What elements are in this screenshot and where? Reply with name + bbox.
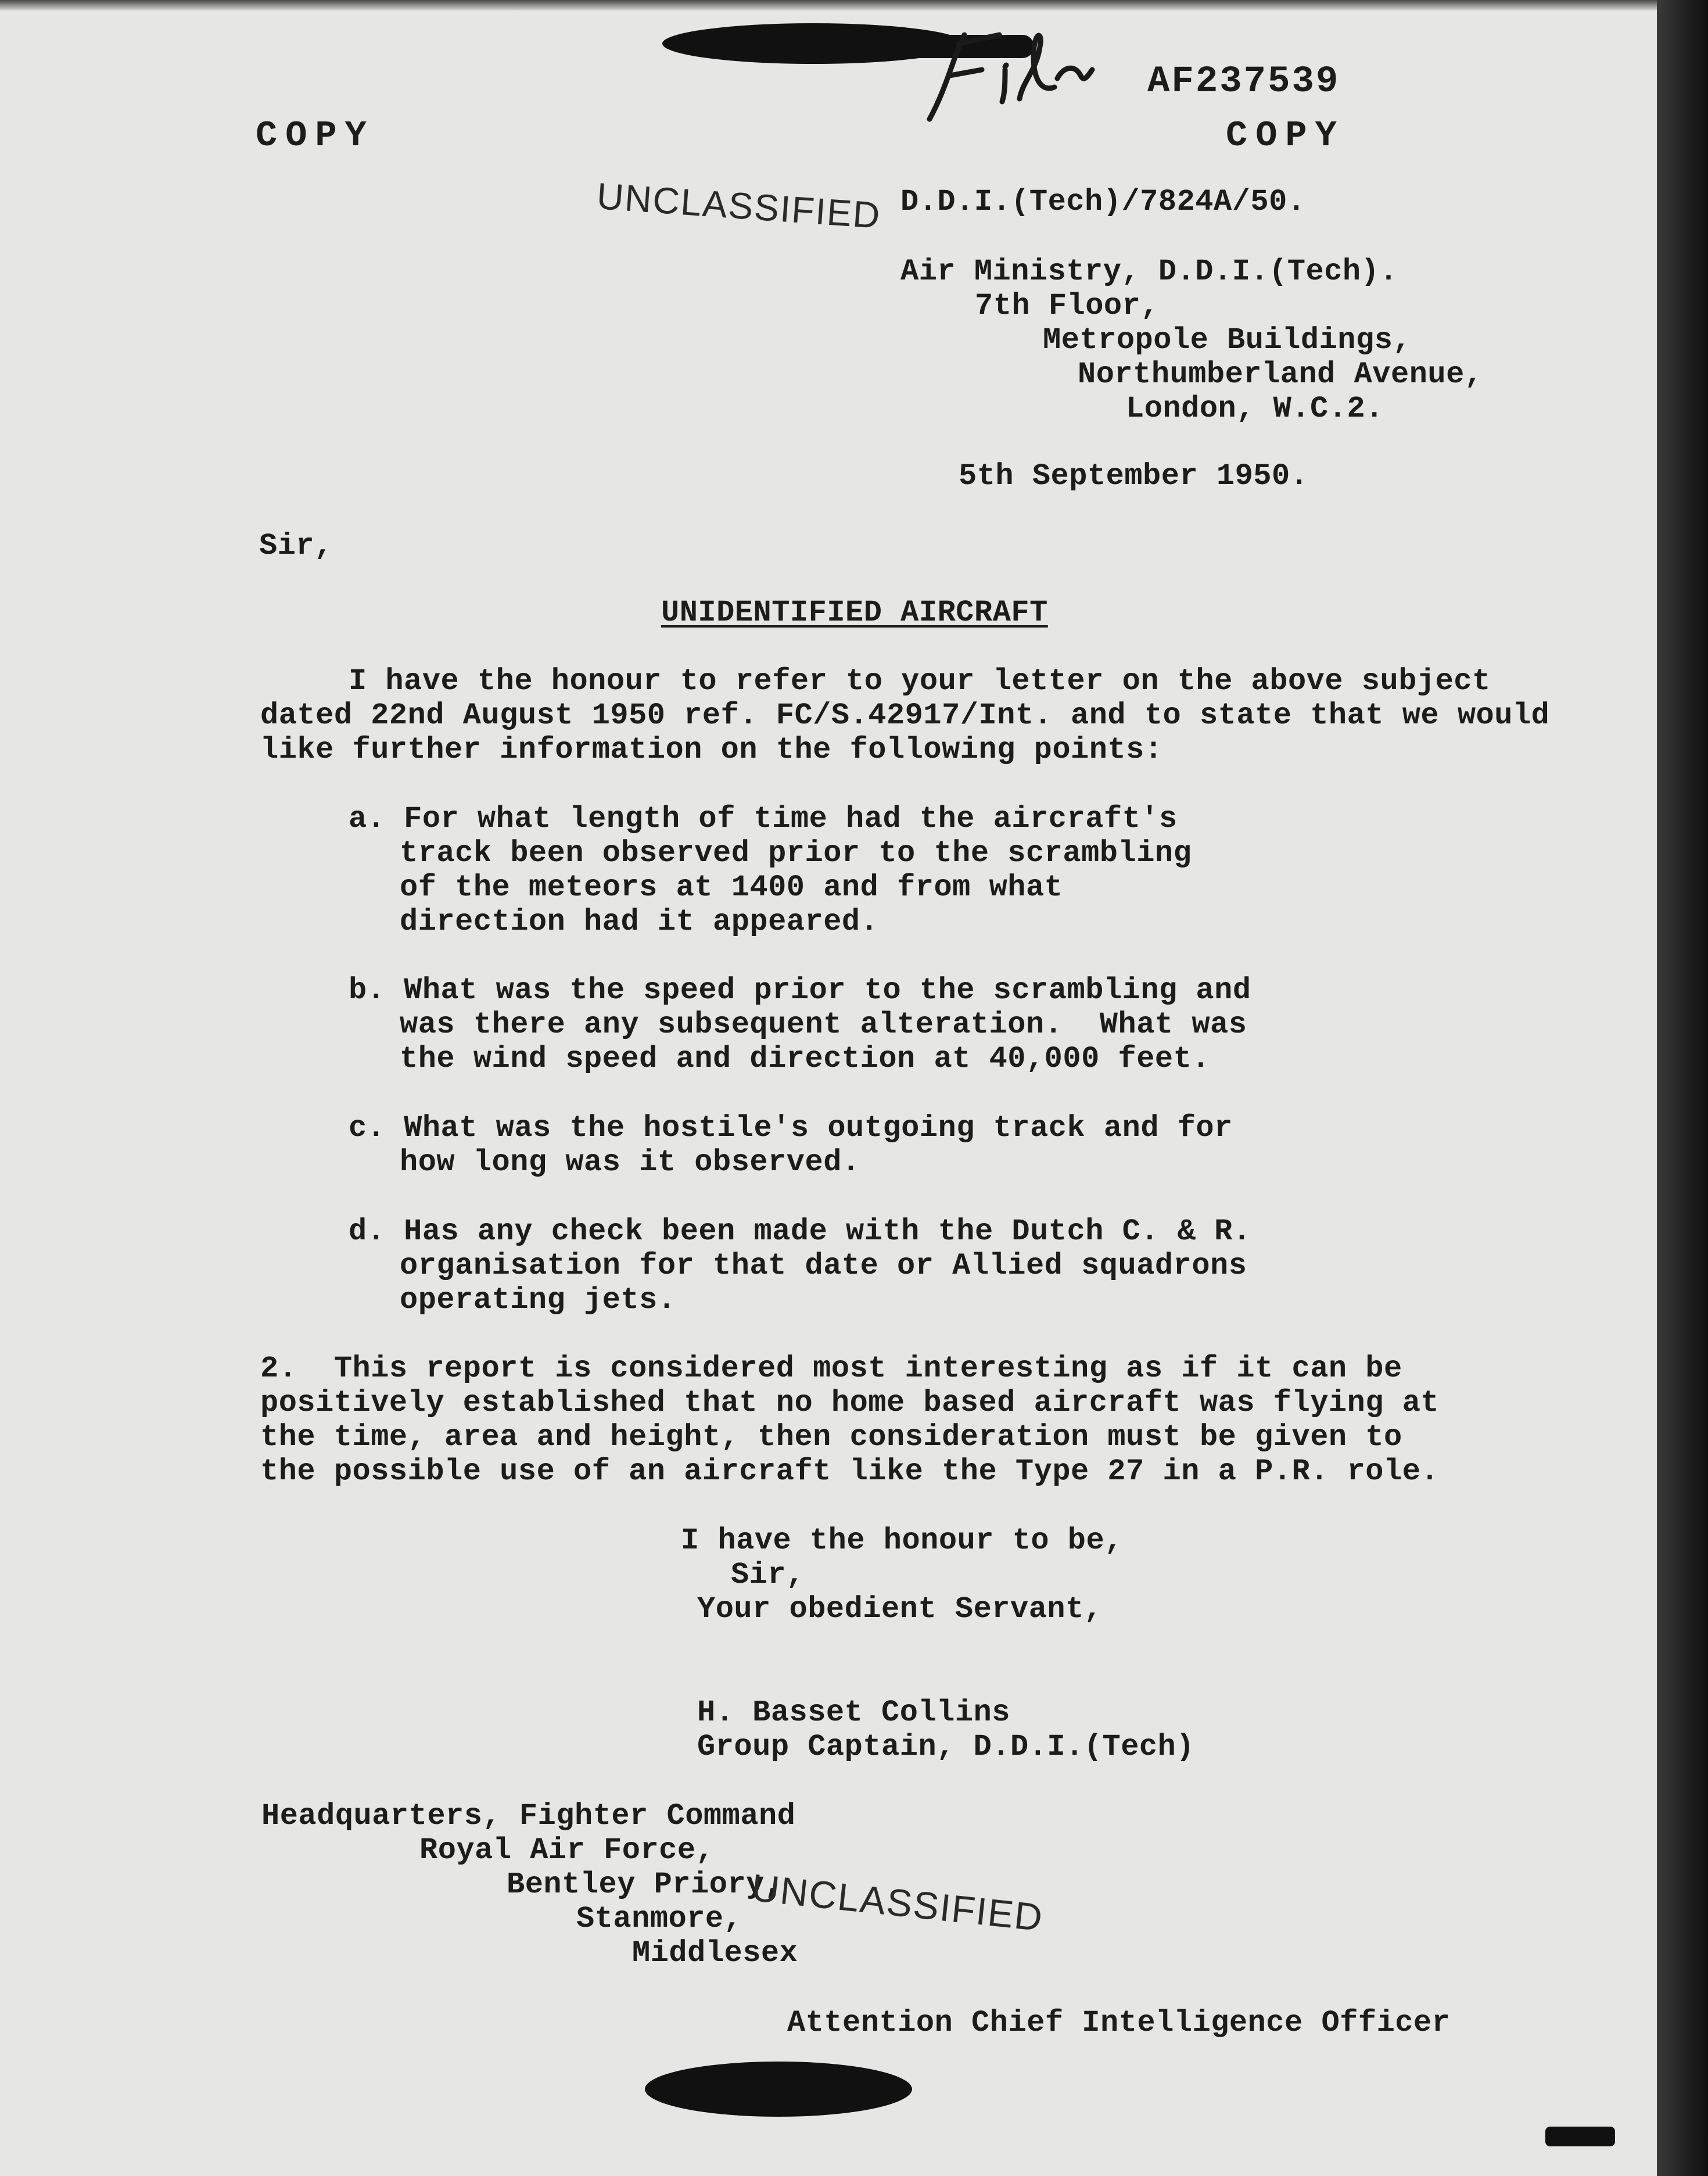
recipient-line-3: Bentley Priory, bbox=[507, 1867, 783, 1902]
closing-line-3: Your obedient Servant, bbox=[697, 1592, 1103, 1626]
subject-heading: UNIDENTIFIED AIRCRAFT bbox=[661, 596, 1048, 630]
salutation: Sir, bbox=[259, 529, 333, 563]
recipient-line-4: Stanmore, bbox=[576, 1902, 742, 1936]
recipient-line-1: Headquarters, Fighter Command bbox=[261, 1799, 796, 1833]
redaction-bottom-mark bbox=[1545, 2127, 1615, 2146]
point-d-line-3: operating jets. bbox=[400, 1283, 676, 1317]
redaction-bottom bbox=[645, 2062, 912, 2117]
point-d-line-1: d. Has any check been made with the Dutch C. & R. bbox=[349, 1214, 1251, 1249]
address-line-2: 7th Floor, bbox=[975, 289, 1160, 323]
signatory-title: Group Captain, D.D.I.(Tech) bbox=[697, 1730, 1195, 1764]
signatory-name: H. Basset Collins bbox=[697, 1695, 1010, 1730]
para2-line-3: the time, area and height, then consideration must be given to bbox=[260, 1420, 1402, 1454]
point-d-line-2: organisation for that date or Allied squadrons bbox=[400, 1249, 1247, 1283]
handwritten-initials bbox=[918, 12, 1150, 128]
recipient-line-2: Royal Air Force, bbox=[419, 1833, 715, 1867]
scan-top-edge bbox=[0, 0, 1657, 10]
intro-line-1: I have the honour to refer to your letter on the above subject bbox=[349, 664, 1491, 698]
intro-line-2: dated 22nd August 1950 ref. FC/S.42917/Int. and to state that we would bbox=[260, 698, 1550, 733]
para2-line-1: 2. This report is considered most interesting as if it can be bbox=[260, 1352, 1402, 1386]
address-line-4: Northumberland Avenue, bbox=[1078, 357, 1483, 392]
point-a-line-2: track been observed prior to the scrambling bbox=[400, 836, 1192, 870]
reference-number: AF237539 bbox=[1147, 61, 1340, 103]
file-reference: D.D.I.(Tech)/7824A/50. bbox=[900, 185, 1306, 219]
address-line-1: Air Ministry, D.D.I.(Tech). bbox=[900, 254, 1398, 289]
unclassified-stamp-top: UNCLASSIFIED bbox=[595, 174, 882, 236]
point-a-line-4: direction had it appeared. bbox=[400, 905, 879, 939]
closing-line-2: Sir, bbox=[731, 1558, 805, 1592]
point-b-line-2: was there any subsequent alteration. What was bbox=[400, 1008, 1247, 1042]
intro-line-3: like further information on the following points: bbox=[260, 733, 1163, 767]
point-a-line-1: a. For what length of time had the aircraft's bbox=[349, 802, 1178, 836]
letter-date: 5th September 1950. bbox=[959, 459, 1309, 493]
unclassified-stamp-bottom: UNCLASSIFIED bbox=[749, 1865, 1046, 1940]
para2-line-4: the possible use of an aircraft like the Type 27 in a P.R. role. bbox=[260, 1454, 1440, 1489]
address-line-5: London, W.C.2. bbox=[1126, 392, 1384, 426]
attention-line: Attention Chief Intelligence Officer bbox=[787, 2006, 1451, 2040]
para2-line-2: positively established that no home based aircraft was flying at bbox=[260, 1386, 1440, 1420]
closing-line-1: I have the honour to be, bbox=[681, 1523, 1123, 1558]
copy-label-right: COPY bbox=[1226, 115, 1345, 156]
scan-right-edge bbox=[1657, 0, 1708, 2176]
point-c-line-2: how long was it observed. bbox=[400, 1145, 860, 1180]
recipient-line-5: Middlesex bbox=[632, 1936, 798, 1970]
address-line-3: Metropole Buildings, bbox=[1043, 323, 1412, 357]
point-b-line-3: the wind speed and direction at 40,000 feet. bbox=[400, 1042, 1211, 1076]
point-b-line-1: b. What was the speed prior to the scrambling and bbox=[349, 973, 1251, 1008]
copy-label-left: COPY bbox=[256, 115, 375, 156]
point-c-line-1: c. What was the hostile's outgoing track and for bbox=[349, 1111, 1233, 1145]
point-a-line-3: of the meteors at 1400 and from what bbox=[400, 870, 1063, 905]
